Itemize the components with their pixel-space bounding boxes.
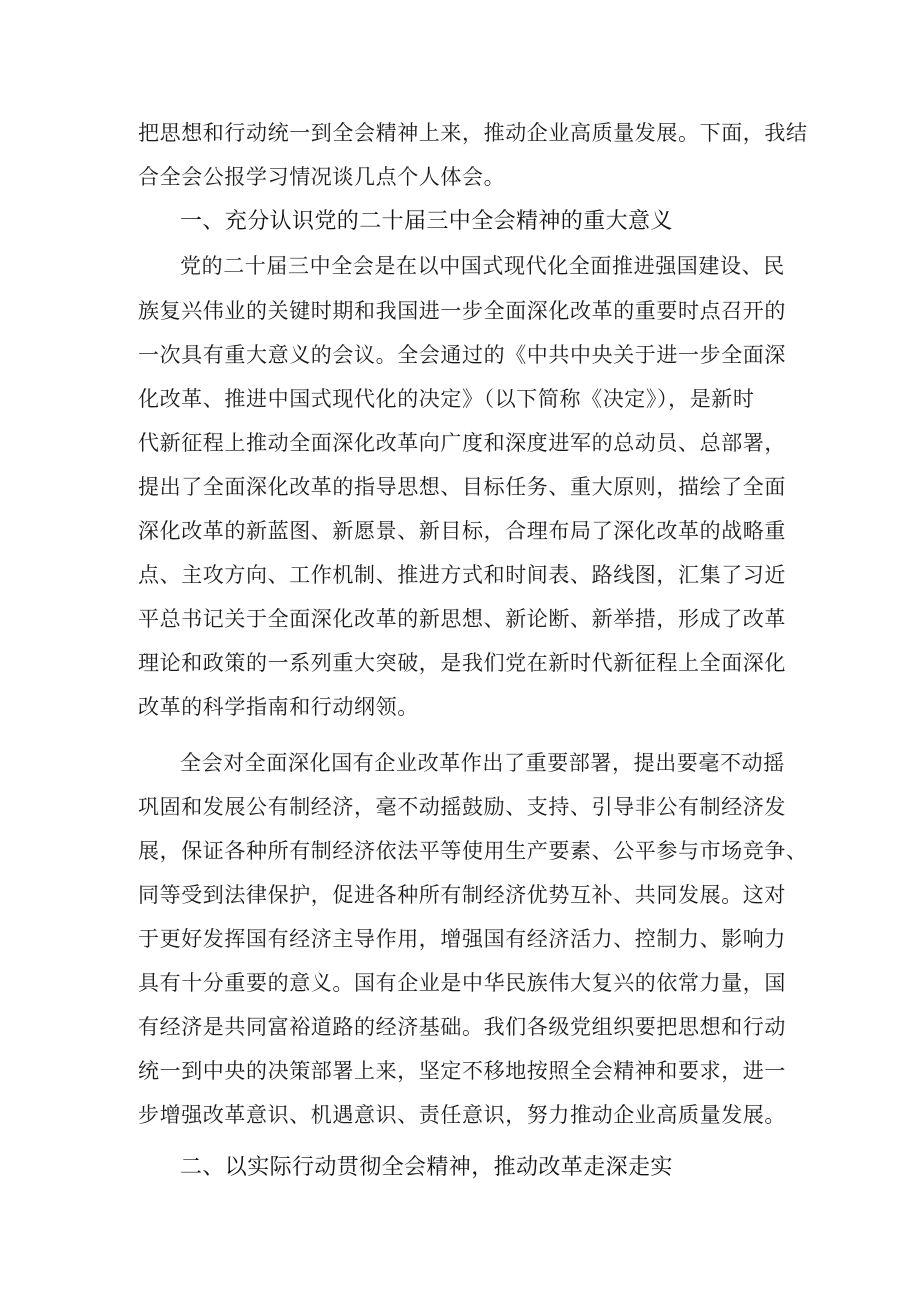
intro-line-2: 合全会公报学习情况谈几点个人体会。 <box>138 165 506 189</box>
paragraph-2-line-3: 展，保证各种所有制经济依法平等使用生产要素、公平参与市场竞争、 <box>138 839 808 863</box>
paragraph-2-line-7: 有经济是共同富裕道路的经济基础。我们各级党组织要把思想和行动 <box>138 1015 786 1039</box>
paragraph-2-line-4: 同等受到法律保护，促进各种所有制经济优势互补、共同发展。这对 <box>138 883 786 907</box>
paragraph-2-line-8: 统一到中央的决策部署上来，坚定不移地按照全会精神和要求，进一 <box>138 1059 786 1083</box>
intro-line-1: 把思想和行动统一到全会精神上来，推动企业高质量发展。下面，我结 <box>138 121 808 145</box>
paragraph-1-line-3: 一次具有重大意义的会议。全会通过的《中共中央关于进一步全面深 <box>138 343 786 367</box>
paragraph-1-line-7: 深化改革的新蓝图、新愿景、新目标，合理布局了深化改革的战略重 <box>138 519 786 543</box>
paragraph-1-line-4: 化改革、推进中国式现代化的决定》（以下简称《决定》），是新时 <box>138 387 755 411</box>
paragraph-1-line-2: 族复兴伟业的关键时期和我国进一步全面深化改革的重要时点召开的 <box>138 299 786 323</box>
paragraph-1-line-8: 点、主攻方向、工作机制、推进方式和时间表、路线图，汇集了习近 <box>138 563 786 587</box>
paragraph-1-line-9: 平总书记关于全面深化改革的新思想、新论断、新举措，形成了改革 <box>138 607 786 631</box>
paragraph-1-line-1: 党的二十届三中全会是在以中国式现代化全面推进强国建设、民 <box>180 254 785 278</box>
section-2-heading: 二、以实际行动贯彻全会精神，推动改革走深走实 <box>180 1155 673 1180</box>
paragraph-2-line-9: 步增强改革意识、机遇意识、责任意识，努力推动企业高质量发展。 <box>138 1103 786 1127</box>
paragraph-1-line-11: 改革的科学指南和行动纲领。 <box>138 695 419 719</box>
paragraph-1-line-10: 理论和政策的一系列重大突破，是我们党在新时代新征程上全面深化 <box>138 651 786 675</box>
paragraph-2-line-1: 全会对全面深化国有企业改革作出了重要部署，提出要毫不动摇 <box>180 751 785 775</box>
paragraph-2-line-6: 具有十分重要的意义。国有企业是中华民族伟大复兴的依常力量，国 <box>138 971 786 995</box>
paragraph-2-line-5: 于更好发挥国有经济主导作用，增强国有经济活力、控制力、影响力 <box>138 927 786 951</box>
paragraph-2-line-2: 巩固和发展公有制经济，毫不动摇鼓励、支持、引导非公有制经济发 <box>138 795 786 819</box>
section-1-heading: 一、充分认识党的二十届三中全会精神的重大意义 <box>180 209 673 234</box>
paragraph-1-line-6: 提出了全面深化改革的指导思想、目标任务、重大原则，描绘了全面 <box>138 475 786 499</box>
paragraph-1-line-5: 代新征程上推动全面深化改革向广度和深度进军的总动员、总部署， <box>138 431 786 455</box>
